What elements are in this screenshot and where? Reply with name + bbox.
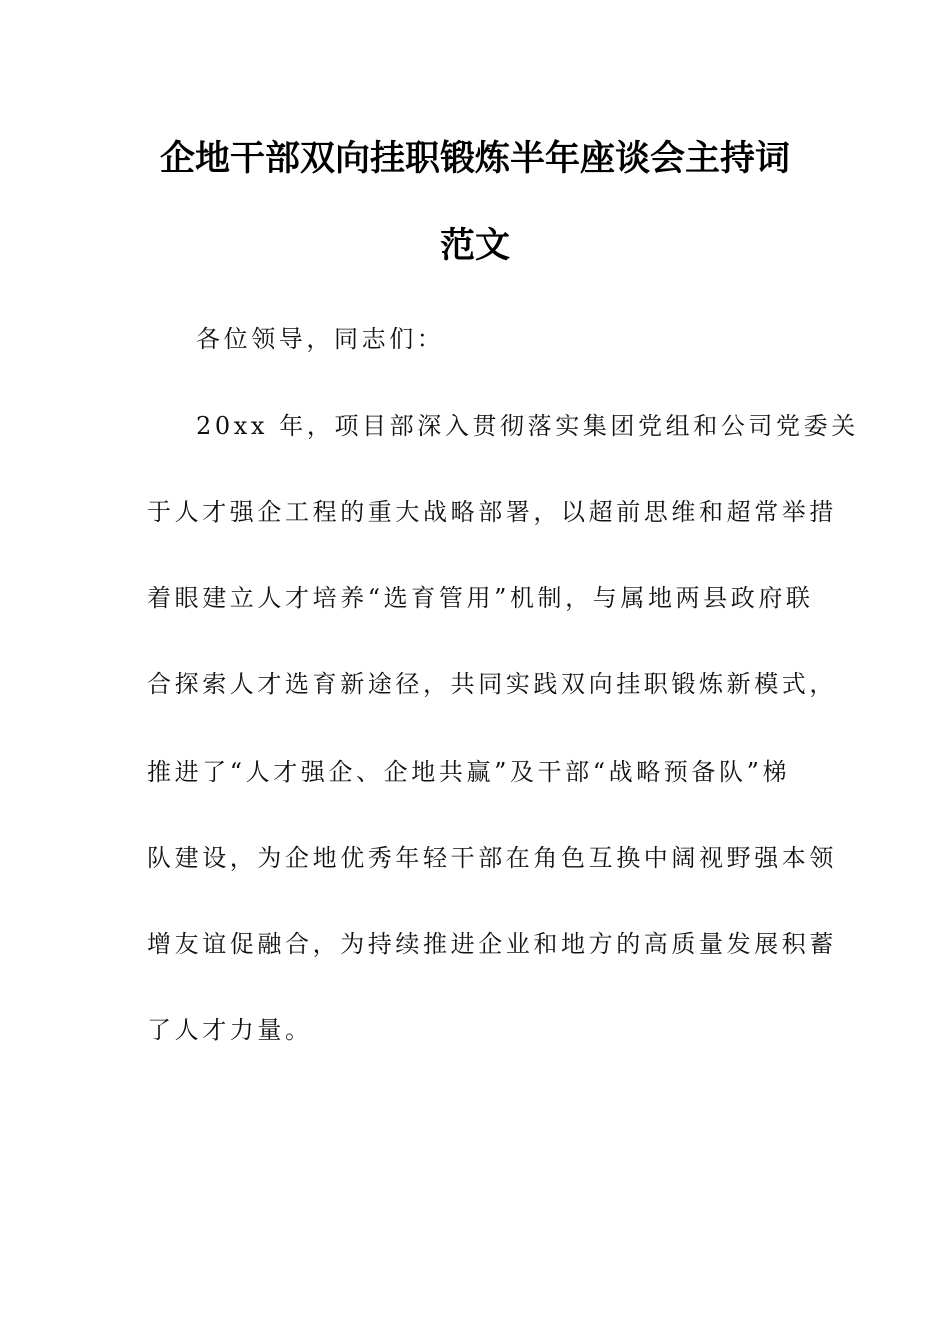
paragraph-line-8: 了人才力量。 xyxy=(147,1016,313,1044)
document-title-line-2: 范文 xyxy=(439,226,510,266)
paragraph-line-3: 着眼建立人才培养“选育管用”机制，与属地两县政府联 xyxy=(147,584,814,612)
paragraph-line-1: 20xx 年，项目部深入贯彻落实集团党组和公司党委关 xyxy=(196,412,859,440)
paragraph-line-7: 增友谊促融合，为持续推进企业和地方的高质量发展积蓄 xyxy=(147,930,837,958)
salutation: 各位领导，同志们： xyxy=(196,325,445,353)
paragraph-line-2: 于人才强企工程的重大战略部署，以超前思维和超常举措 xyxy=(147,498,837,526)
document-title-line-1: 企地干部双向挂职锻炼半年座谈会主持词 xyxy=(159,139,790,179)
paragraph-line-5: 推进了“人才强企、企地共赢”及干部“战略预备队”梯 xyxy=(147,758,791,786)
paragraph-line-6: 队建设，为企地优秀年轻干部在角色互换中阔视野强本领 xyxy=(147,844,837,872)
paragraph-line-4: 合探索人才选育新途径，共同实践双向挂职锻炼新模式， xyxy=(147,670,837,698)
